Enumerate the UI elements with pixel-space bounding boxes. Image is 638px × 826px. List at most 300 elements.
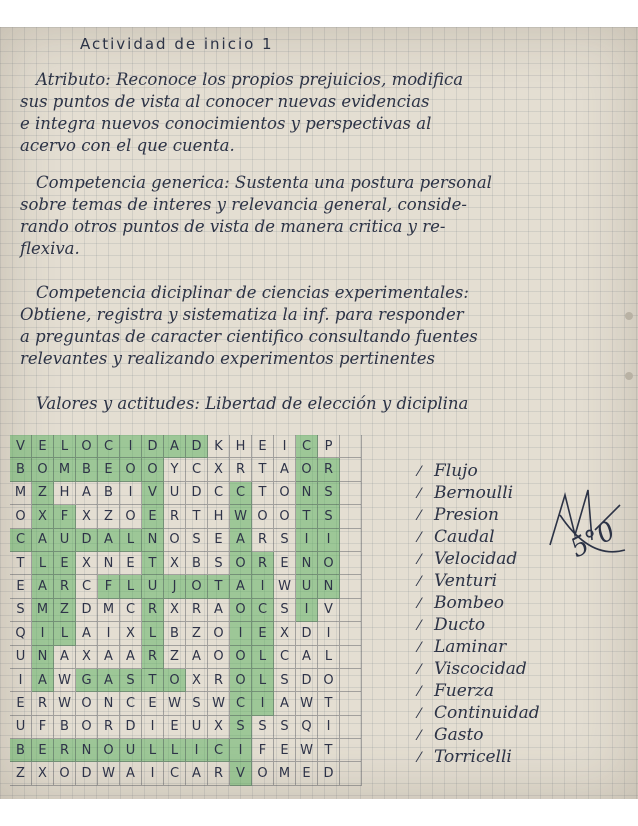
grid-cell: E	[274, 552, 296, 575]
grid-cell: U	[164, 482, 186, 505]
grid-cell: O	[54, 762, 76, 785]
grid-cell: C	[230, 482, 252, 505]
grid-cell	[340, 622, 362, 645]
grid-cell: O	[120, 505, 142, 528]
grid-cell: A	[296, 646, 318, 669]
word-label: Presion	[434, 505, 499, 525]
grid-cell: T	[142, 669, 164, 692]
grid-cell: O	[98, 739, 120, 762]
word-list-item	[418, 681, 494, 701]
grid-cell: O	[32, 458, 54, 481]
grid-cell: S	[318, 505, 340, 528]
grid-cell: E	[252, 622, 274, 645]
punch-hole	[625, 372, 633, 380]
grid-cell: T	[208, 575, 230, 598]
grid-cell: H	[230, 435, 252, 458]
grid-cell: X	[120, 622, 142, 645]
grid-cell: E	[120, 552, 142, 575]
word-label: Viscocidad	[434, 659, 527, 679]
grid-cell: C	[230, 692, 252, 715]
grid-cell: I	[98, 622, 120, 645]
grid-cell: N	[142, 529, 164, 552]
grid-cell: O	[10, 505, 32, 528]
grid-cell: R	[54, 739, 76, 762]
grid-cell: O	[76, 716, 98, 739]
grid-cell: B	[164, 622, 186, 645]
grid-cell: Z	[54, 599, 76, 622]
checkmark-icon: ⁄	[418, 596, 421, 612]
grid-cell: R	[230, 458, 252, 481]
grid-cell: L	[142, 739, 164, 762]
grid-cell: G	[76, 669, 98, 692]
grid-cell: C	[208, 739, 230, 762]
grid-cell: I	[252, 575, 274, 598]
grid-cell: X	[32, 505, 54, 528]
grid-cell: W	[296, 692, 318, 715]
grid-cell: S	[252, 716, 274, 739]
grid-cell: I	[296, 529, 318, 552]
grid-cell: I	[142, 762, 164, 785]
grid-cell: V	[230, 762, 252, 785]
grid-cell: U	[10, 716, 32, 739]
grid-cell: I	[296, 599, 318, 622]
grid-cell: B	[76, 458, 98, 481]
grid-cell: A	[186, 646, 208, 669]
word-list-item	[418, 637, 506, 657]
word-label: Continuidad	[434, 703, 540, 723]
grid-cell: O	[318, 669, 340, 692]
grid-cell: W	[296, 739, 318, 762]
grid-cell: E	[10, 692, 32, 715]
grid-cell: B	[54, 716, 76, 739]
grid-cell: X	[186, 669, 208, 692]
paragraph-line: flexiva.	[20, 239, 80, 258]
grid-cell: I	[10, 669, 32, 692]
grid-cell: I	[230, 622, 252, 645]
grid-cell: X	[164, 552, 186, 575]
paragraph-line: sobre temas de interes y relevancia general, conside-	[20, 195, 467, 214]
grid-cell: R	[252, 552, 274, 575]
grid-cell: D	[318, 762, 340, 785]
grid-cell: C	[252, 599, 274, 622]
grid-cell: I	[318, 529, 340, 552]
grid-cell: X	[76, 505, 98, 528]
grid-cell	[340, 716, 362, 739]
word-list-item	[418, 659, 527, 679]
grid-cell: L	[142, 622, 164, 645]
grid-cell: I	[120, 482, 142, 505]
word-label: Torricelli	[434, 747, 512, 767]
grid-cell: B	[186, 552, 208, 575]
grid-cell: A	[98, 669, 120, 692]
grid-cell: X	[32, 762, 54, 785]
grid-cell: I	[274, 435, 296, 458]
grid-cell: R	[98, 716, 120, 739]
word-label: Gasto	[434, 725, 484, 745]
paragraph-line: a preguntas de caracter cientifico consultando fuentes	[20, 327, 478, 346]
grid-cell: U	[142, 575, 164, 598]
grid-cell: Z	[164, 646, 186, 669]
grid-cell: E	[274, 739, 296, 762]
grid-cell: A	[76, 482, 98, 505]
grid-cell: A	[32, 575, 54, 598]
grid-cell: V	[142, 482, 164, 505]
checkmark-icon: ⁄	[418, 750, 421, 766]
grid-cell: D	[76, 762, 98, 785]
paragraph-line: Competencia diciplinar de ciencias experimentales:	[36, 283, 469, 302]
grid-cell: F	[32, 716, 54, 739]
grid-cell	[340, 762, 362, 785]
grid-cell: E	[32, 739, 54, 762]
word-label: Fuerza	[434, 681, 495, 701]
grid-cell: Q	[296, 716, 318, 739]
grid-cell: T	[318, 739, 340, 762]
checkmark-icon: ⁄	[418, 464, 421, 480]
grid-cell: C	[10, 529, 32, 552]
paragraph-line: Competencia generica: Sustenta una postura personal	[36, 173, 492, 192]
paragraph-line: acervo con el que cuenta.	[20, 136, 235, 155]
grid-cell: F	[54, 505, 76, 528]
grid-cell: S	[186, 692, 208, 715]
grid-cell: W	[54, 669, 76, 692]
grid-cell: A	[164, 435, 186, 458]
checkmark-icon: ⁄	[418, 508, 421, 524]
word-search-grid	[10, 435, 362, 786]
grid-cell: S	[10, 599, 32, 622]
grid-cell: M	[98, 599, 120, 622]
word-label: Venturi	[434, 571, 498, 591]
grid-cell: S	[186, 529, 208, 552]
checkmark-icon: ⁄	[418, 486, 421, 502]
grid-cell: A	[32, 669, 54, 692]
grid-cell: C	[98, 435, 120, 458]
grid-cell	[340, 505, 362, 528]
grid-cell	[340, 575, 362, 598]
grid-cell: O	[296, 458, 318, 481]
grid-cell: B	[10, 739, 32, 762]
grid-cell: O	[76, 692, 98, 715]
grid-cell: H	[54, 482, 76, 505]
grid-cell: U	[54, 529, 76, 552]
grid-cell: E	[98, 458, 120, 481]
word-list-item	[418, 747, 512, 767]
grid-cell: R	[318, 458, 340, 481]
grid-cell: L	[120, 575, 142, 598]
grid-cell	[340, 529, 362, 552]
grid-cell: S	[208, 552, 230, 575]
page-title: Actividad de inicio 1	[80, 35, 274, 53]
grid-cell: Z	[32, 482, 54, 505]
grid-cell: N	[318, 575, 340, 598]
grid-cell: A	[120, 646, 142, 669]
grid-cell: A	[186, 762, 208, 785]
grid-cell: R	[208, 669, 230, 692]
grid-cell: U	[186, 716, 208, 739]
grid-cell: S	[274, 669, 296, 692]
grid-cell: C	[164, 762, 186, 785]
grid-cell: W	[164, 692, 186, 715]
grid-cell: O	[230, 552, 252, 575]
grid-cell: B	[10, 458, 32, 481]
word-list-item	[418, 483, 513, 503]
paragraph-line: Obtiene, registra y sistematiza la inf. para responder	[20, 305, 464, 324]
grid-cell: L	[252, 646, 274, 669]
grid-cell: E	[252, 435, 274, 458]
paragraph-line: relevantes y realizando experimentos pertinentes	[20, 349, 435, 368]
checkmark-icon: ⁄	[418, 574, 421, 590]
grid-cell: T	[296, 505, 318, 528]
grid-cell: T	[10, 552, 32, 575]
grid-cell: L	[54, 435, 76, 458]
checkmark-icon: ⁄	[418, 684, 421, 700]
word-label: Caudal	[434, 527, 495, 547]
grid-cell: M	[54, 458, 76, 481]
grid-cell: X	[76, 552, 98, 575]
grid-cell: V	[10, 435, 32, 458]
grid-cell: L	[318, 646, 340, 669]
grid-cell: T	[318, 692, 340, 715]
checkmark-icon: ⁄	[418, 530, 421, 546]
grid-cell: R	[208, 762, 230, 785]
word-list-item	[418, 615, 485, 635]
word-label: Laminar	[434, 637, 507, 657]
grid-cell: R	[164, 505, 186, 528]
grid-cell: D	[186, 435, 208, 458]
grid-cell: D	[76, 529, 98, 552]
grid-cell: K	[208, 435, 230, 458]
grid-cell: H	[208, 505, 230, 528]
checkmark-icon: ⁄	[418, 706, 421, 722]
grid-cell	[340, 435, 362, 458]
grid-cell: O	[120, 458, 142, 481]
grid-cell: L	[54, 622, 76, 645]
grid-cell: A	[98, 646, 120, 669]
grid-cell: O	[274, 505, 296, 528]
grid-cell: X	[208, 458, 230, 481]
grid-cell: T	[252, 458, 274, 481]
grid-cell: M	[32, 599, 54, 622]
grid-cell	[340, 739, 362, 762]
grid-cell: R	[142, 599, 164, 622]
grid-cell: F	[252, 739, 274, 762]
grid-cell: O	[164, 669, 186, 692]
grid-cell: C	[296, 435, 318, 458]
word-label: Bernoulli	[434, 483, 514, 503]
grid-cell: U	[120, 739, 142, 762]
punch-hole	[625, 312, 633, 320]
grid-cell: A	[274, 458, 296, 481]
grid-cell: I	[318, 716, 340, 739]
grid-cell: A	[98, 529, 120, 552]
grid-cell: I	[120, 435, 142, 458]
grid-cell: Z	[10, 762, 32, 785]
word-label: Velocidad	[434, 549, 518, 569]
grid-cell: A	[76, 622, 98, 645]
paragraph-line: Valores y actitudes: Libertad de elección y diciplina	[36, 394, 469, 413]
grid-cell: M	[10, 482, 32, 505]
notebook-page	[0, 27, 638, 799]
grid-cell: R	[252, 529, 274, 552]
checkmark-icon: ⁄	[418, 552, 421, 568]
grid-cell	[340, 552, 362, 575]
grid-cell: O	[208, 622, 230, 645]
checkmark-icon: ⁄	[418, 640, 421, 656]
grid-cell: F	[98, 575, 120, 598]
grid-cell: W	[98, 762, 120, 785]
grid-cell: T	[142, 552, 164, 575]
grid-cell: Y	[164, 458, 186, 481]
grid-cell: Z	[186, 622, 208, 645]
grid-cell: S	[274, 599, 296, 622]
grid-cell: A	[230, 529, 252, 552]
grid-cell: E	[54, 552, 76, 575]
grid-cell: U	[296, 575, 318, 598]
grid-cell: O	[76, 435, 98, 458]
grid-cell: M	[274, 762, 296, 785]
grid-cell: L	[164, 739, 186, 762]
grid-cell: N	[98, 552, 120, 575]
grid-cell: N	[32, 646, 54, 669]
grid-cell: L	[252, 669, 274, 692]
grid-cell: E	[32, 435, 54, 458]
grid-cell: E	[142, 692, 164, 715]
grid-cell: D	[296, 622, 318, 645]
grid-cell: O	[230, 646, 252, 669]
grid-cell: O	[230, 669, 252, 692]
grid-cell: I	[32, 622, 54, 645]
grid-cell: C	[76, 575, 98, 598]
grid-cell: N	[296, 552, 318, 575]
word-label: Flujo	[434, 461, 478, 481]
grid-cell: J	[164, 575, 186, 598]
word-list-item	[418, 571, 497, 591]
grid-cell: S	[318, 482, 340, 505]
grid-cell: C	[120, 692, 142, 715]
grid-cell: O	[208, 646, 230, 669]
grid-cell: E	[296, 762, 318, 785]
grid-cell	[340, 646, 362, 669]
grid-cell: O	[252, 505, 274, 528]
grid-cell: X	[76, 646, 98, 669]
grid-cell: E	[164, 716, 186, 739]
grid-cell: W	[54, 692, 76, 715]
grid-cell: I	[142, 716, 164, 739]
grid-cell: D	[120, 716, 142, 739]
grid-cell: O	[252, 762, 274, 785]
word-list-item	[418, 505, 499, 525]
grid-cell: D	[296, 669, 318, 692]
grid-cell: C	[274, 646, 296, 669]
grid-cell: O	[274, 482, 296, 505]
grid-cell: D	[142, 435, 164, 458]
grid-cell: A	[230, 575, 252, 598]
grid-cell: W	[274, 575, 296, 598]
grid-cell: S	[274, 716, 296, 739]
grid-cell: A	[208, 599, 230, 622]
grid-cell: O	[318, 552, 340, 575]
grid-cell: L	[32, 552, 54, 575]
grid-cell: S	[274, 529, 296, 552]
grid-cell: X	[274, 622, 296, 645]
grid-cell: N	[296, 482, 318, 505]
checkmark-icon: ⁄	[418, 662, 421, 678]
word-label: Ducto	[434, 615, 486, 635]
grid-cell: T	[186, 505, 208, 528]
word-list-item	[418, 725, 484, 745]
grid-cell: Z	[98, 505, 120, 528]
grid-cell: A	[120, 762, 142, 785]
grid-cell: O	[186, 575, 208, 598]
grid-cell	[340, 669, 362, 692]
grid-cell: U	[10, 646, 32, 669]
word-list-item	[418, 549, 517, 569]
grid-cell: I	[318, 622, 340, 645]
grid-cell: A	[54, 646, 76, 669]
grid-cell: C	[120, 599, 142, 622]
grid-cell: X	[164, 599, 186, 622]
grade-mark: 5°0	[565, 515, 621, 565]
grid-cell	[340, 599, 362, 622]
grid-cell: N	[98, 692, 120, 715]
grid-cell: P	[318, 435, 340, 458]
grid-cell: N	[76, 739, 98, 762]
grid-cell: E	[10, 575, 32, 598]
word-label: Bombeo	[434, 593, 505, 613]
checkmark-icon: ⁄	[418, 618, 421, 634]
grid-cell: C	[208, 482, 230, 505]
grid-cell: R	[32, 692, 54, 715]
grid-cell: D	[186, 482, 208, 505]
grid-cell	[340, 458, 362, 481]
grid-cell: W	[208, 692, 230, 715]
grid-cell: E	[208, 529, 230, 552]
word-list-item	[418, 461, 478, 481]
paragraph-line: rando otros puntos de vista de manera critica y re-	[20, 217, 446, 236]
word-list-item	[418, 527, 495, 547]
grid-cell: Q	[10, 622, 32, 645]
grid-cell: L	[120, 529, 142, 552]
grid-cell: O	[142, 458, 164, 481]
grid-cell: A	[274, 692, 296, 715]
grid-cell: O	[164, 529, 186, 552]
grid-cell: S	[230, 716, 252, 739]
grid-cell: D	[76, 599, 98, 622]
grid-cell	[340, 692, 362, 715]
checkmark-icon: ⁄	[418, 728, 421, 744]
grid-cell: A	[32, 529, 54, 552]
grid-cell: R	[142, 646, 164, 669]
grid-cell: B	[98, 482, 120, 505]
grid-cell: W	[230, 505, 252, 528]
grid-cell: I	[186, 739, 208, 762]
grid-cell: I	[252, 692, 274, 715]
word-list-item	[418, 593, 504, 613]
grid-cell: T	[252, 482, 274, 505]
paragraph-line: sus puntos de vista al conocer nuevas evidencias	[20, 92, 430, 111]
paragraph-line: Atributo: Reconoce los propios prejuicios, modifica	[36, 70, 464, 89]
grid-cell: C	[186, 458, 208, 481]
grid-cell: X	[208, 716, 230, 739]
grid-cell: R	[54, 575, 76, 598]
paragraph-line: e integra nuevos conocimientos y perspectivas al	[20, 114, 432, 133]
word-list-item	[418, 703, 540, 723]
grid-cell: I	[230, 739, 252, 762]
grid-cell: V	[318, 599, 340, 622]
grid-cell: E	[142, 505, 164, 528]
grid-cell: O	[230, 599, 252, 622]
grid-cell: R	[186, 599, 208, 622]
grid-cell: S	[120, 669, 142, 692]
